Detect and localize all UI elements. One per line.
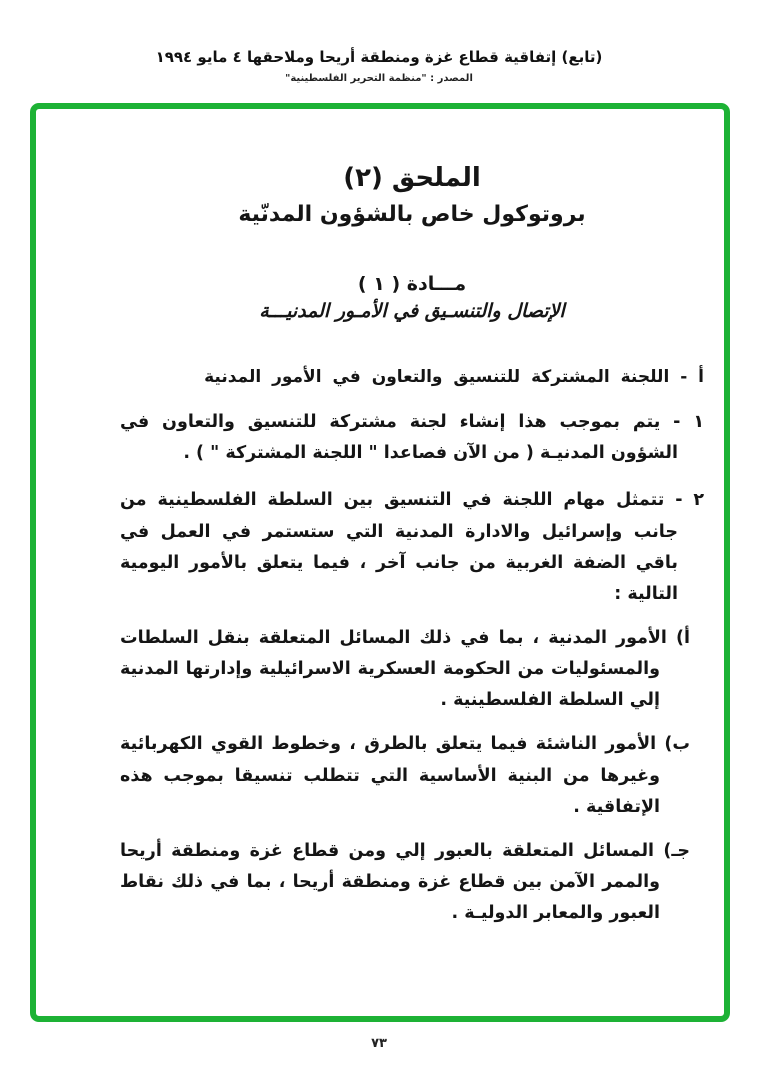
clause-2-text: تتمثل مهام اللجنة في التنسيق بين السلطة الفلسطينية من جانب وإسرائيل والادارة المدنية التي ستستمر في العمل في باقي الضفة الغربية من جانب آخر ، فيما يتعلق بالأمور اليومية التالية :	[120, 490, 678, 604]
subclause-c	[120, 836, 690, 929]
green-document-frame	[30, 103, 730, 1022]
subclause-b-text: الأمور الناشئة فيما يتعلق بالطرق ، وخطوط القوي الكهربائية وغيرها من البنية الأساسية التي تتطلب تنسيقا بموجب هذه الإتفاقية .	[120, 734, 660, 817]
clause-1-number: ١ -	[673, 412, 705, 433]
subclause-b	[120, 729, 690, 822]
article-heading: مـــادة ( ١ )	[357, 273, 467, 295]
page-number: ٧٣	[371, 1036, 387, 1051]
section-a-heading: أ - اللجنة المشتركة للتنسيق والتعاون في الأمور المدنية	[204, 367, 704, 387]
document-body	[36, 163, 724, 929]
subclause-a-label: أ)	[676, 628, 690, 649]
clause-1-text: يتم بموجب هذا إنشاء لجنة مشتركة للتنسيق والتعاون في الشؤون المدنيـة ( من الآن فصاعدا " اللجنة المشتركة " ) .	[120, 412, 678, 464]
subclause-c-label: جـ)	[663, 840, 690, 861]
clause-2-number: ٢ -	[675, 490, 705, 511]
header-agreement-title: (تابع) إتفاقية قطاع غزة ومنطقة أريحا وملاحقها ٤ مايو ١٩٩٤	[155, 48, 603, 66]
header-source-line: المصدر : "منظمة التحرير الفلسطينية"	[285, 73, 473, 84]
clause-2	[120, 485, 704, 610]
subclause-a	[120, 623, 690, 716]
subclause-b-label: ب)	[664, 734, 690, 755]
subclause-c-text: المسائل المتعلقة بالعبور إلي ومن قطاع غزة ومنطقة أريحا والممر الآمن بين قطاع غزة ومنطقة أريحا ، بما في ذلك نقاط العبور والمعابر الدوليـة .	[120, 840, 660, 924]
clause-1	[120, 407, 704, 469]
document-header	[0, 48, 758, 84]
subclause-a-text: الأمور المدنية ، بما في ذلك المسائل المتعلقة بنقل السلطات والمسئوليات من الحكومة العسكرية الاسرائيلية وإدارتها المدنية إلي السلطة الفلسطينية .	[120, 628, 667, 711]
annex-title: الملحق (٢)	[343, 163, 481, 193]
protocol-title: بروتوكول خاص بالشؤون المدنّية	[238, 202, 586, 227]
article-subtitle: الإتصال والتنسـيق في الأمـور المدنيـــة	[259, 300, 565, 322]
